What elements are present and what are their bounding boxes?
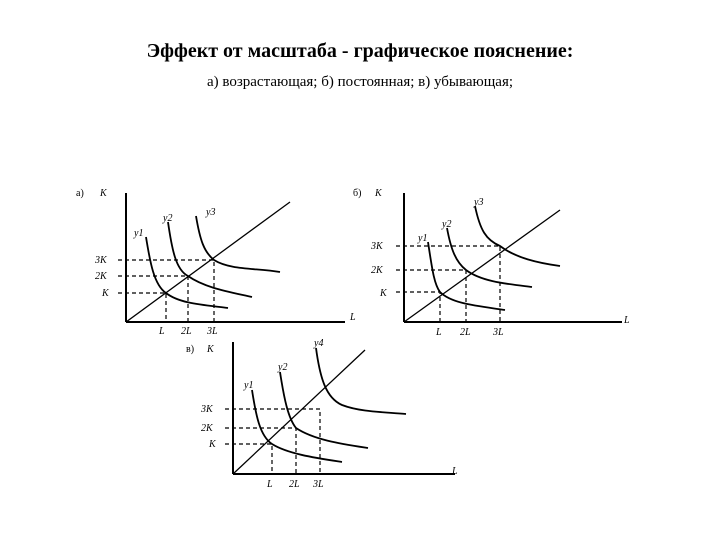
panel-a-label-y3: y3 (206, 207, 216, 218)
panel-a-x-axis-label: L (350, 312, 356, 323)
panel-c-tick-K: K (209, 439, 216, 450)
panel-a-label-y1: y1 (134, 228, 144, 239)
panel-b-tick-K: K (380, 288, 387, 299)
panel-b-tick-2L: 2L (460, 327, 471, 338)
panel-c-tick-3L: 3L (313, 479, 324, 490)
panel-a-tick-3K: 3K (95, 255, 107, 266)
panel-b-tick-L: L (436, 327, 442, 338)
panel-b-dash-K (396, 292, 440, 322)
page-title: Эффект от масштаба - графическое пояснение: (146, 40, 574, 62)
panel-b-isoquant-y2 (447, 228, 532, 287)
panel-c-tick-L: L (267, 479, 273, 490)
panel-c-label: в) (186, 344, 195, 355)
panel-b-tick-2K: 2K (371, 265, 383, 276)
panel-b-dash-3K (396, 246, 500, 322)
panel-c-label-y4: y4 (314, 338, 324, 349)
panel-a-tick-K: K (102, 288, 109, 299)
panel-b-dash-2K (396, 270, 466, 322)
panel-b (353, 188, 630, 338)
panel-c-dash-3K (225, 409, 320, 474)
panel-b-label-y2: y2 (442, 219, 452, 230)
panel-a-isoquant-y3 (196, 216, 280, 272)
panel-a-label: а) (76, 188, 84, 199)
panel-c-label-y2: y2 (278, 362, 288, 373)
panel-a-label-y2: y2 (163, 213, 173, 224)
panel-c-x-axis-label: L (452, 466, 458, 477)
panel-c-label-y1: y1 (244, 380, 254, 391)
panel-c-isoquant-y1 (252, 390, 342, 462)
panel-c-tick-3K: 3K (201, 404, 213, 415)
panel-c-tick-2L: 2L (289, 479, 300, 490)
panel-a-tick-L: L (159, 326, 165, 337)
page-subtitle: а) возрастающая; б) постоянная; в) убывающая; (206, 74, 514, 90)
panel-b-label-y1: y1 (418, 233, 428, 244)
panel-a-isoquant-y1 (146, 237, 228, 308)
panel-a-tick-3L: 3L (207, 326, 218, 337)
panel-c (186, 338, 458, 490)
panel-a-tick-2L: 2L (181, 326, 192, 337)
panel-c-isoquant-y4 (316, 348, 406, 414)
panel-b-tick-3L: 3L (493, 327, 504, 338)
panel-b-y-axis-label: K (375, 188, 382, 199)
panel-c-tick-2K: 2K (201, 423, 213, 434)
panel-b-label: б) (353, 188, 362, 199)
panel-a (76, 188, 356, 337)
panel-b-isoquant-y3 (475, 206, 560, 266)
panel-a-tick-2K: 2K (95, 271, 107, 282)
panel-c-expansion-ray (233, 350, 365, 474)
panel-a-dash-3K (118, 260, 214, 322)
panel-b-tick-3K: 3K (371, 241, 383, 252)
panel-a-y-axis-label: K (100, 188, 107, 199)
panel-c-y-axis-label: K (207, 344, 214, 355)
panel-b-label-y3: y3 (474, 197, 484, 208)
panel-b-x-axis-label: L (624, 315, 630, 326)
